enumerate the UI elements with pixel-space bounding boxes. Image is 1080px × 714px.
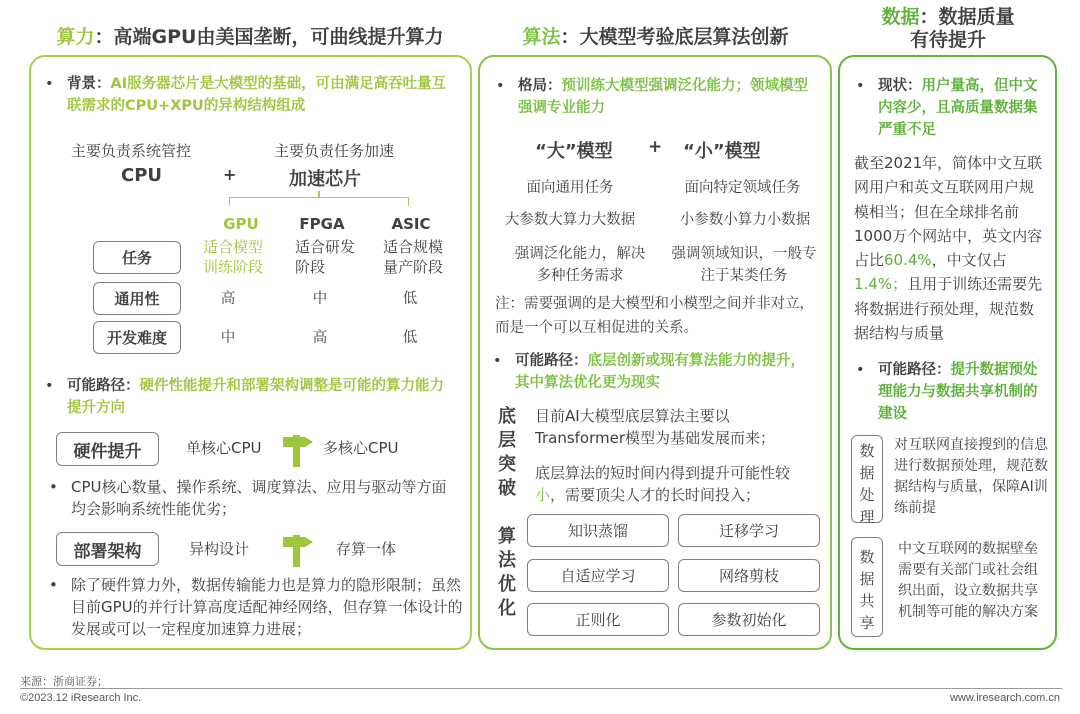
fpga-task: 适合研发阶段	[295, 238, 356, 276]
asic-generality: 低	[402, 291, 418, 307]
deploy-to: 存算一体	[336, 540, 397, 558]
chip-gpu: GPU	[223, 215, 259, 233]
accel-label: 加速芯片	[289, 169, 361, 190]
row-label-task: 任务	[93, 241, 181, 274]
data-status: • 现状：用户量高，但中文内容少，且高质量数据集严重不足	[856, 78, 1038, 138]
hardware-to: 多核心CPU	[323, 439, 399, 457]
data-processing-label: 数据处理	[851, 435, 883, 523]
breakthrough-label: 底层突破	[498, 406, 516, 499]
compute-panel	[29, 55, 472, 650]
algorithm-title: 算法：大模型考验底层算法创新	[522, 26, 789, 48]
data-title: 数据：数据质量 有待提升	[881, 6, 1015, 51]
gpu-difficulty: 中	[220, 330, 236, 346]
deploy-architecture-box: 部署架构	[56, 532, 159, 566]
fpga-generality: 中	[312, 291, 328, 307]
breakthrough-p1: 目前AI大模型底层算法主要以Transformer模型为基础发展而来；	[535, 407, 776, 447]
small-model-label: “小”模型	[683, 141, 761, 162]
data-processing-text: 对互联网直接搜到的信息进行数据预处理，规范数据结构与质量，保障AI训练前提	[894, 437, 1048, 516]
bracket-line	[229, 197, 409, 206]
hardware-from: 单核心CPU	[186, 439, 262, 457]
algorithm-path: • 可能路径：底层创新或现有算法能力的提升，其中算法优化更为现实	[493, 353, 805, 391]
asic-difficulty: 低	[402, 330, 418, 346]
compute-background: • 背景：AI服务器芯片是大模型的基础，可由满足高吞吐量互联需求的CPU+XPU的异构结构组成	[45, 76, 447, 114]
signpost-icon	[279, 429, 315, 467]
website-link[interactable]: www.iresearch.com.cn	[949, 692, 1060, 704]
gpu-task: 适合模型训练阶段	[203, 238, 264, 276]
method-knowledge-distillation: 知识蒸馏	[527, 514, 669, 547]
method-adaptive-learning: 自适应学习	[527, 559, 669, 592]
method-network-pruning: 网络剪枝	[678, 559, 820, 592]
deploy-from: 异构设计	[189, 540, 250, 558]
asic-task: 适合规模量产阶段	[383, 238, 444, 276]
cpu-caption: 主要负责系统管控	[71, 142, 192, 160]
algorithm-note: 注：需要强调的是大模型和小模型之间并非对立，而是一个可以互相促进的关系。	[495, 296, 814, 336]
signpost-icon	[279, 529, 315, 567]
breakthrough-p2: 底层算法的短时间内得到提升可能性较小，需要顶尖人才的长时间投入；	[535, 464, 791, 504]
optimize-label: 算法优化	[498, 526, 516, 619]
big-model-attr-3: 强调泛化能力，解决多种任务需求	[514, 246, 646, 284]
small-model-attr-2: 小参数小算力小数据	[679, 212, 811, 228]
fpga-difficulty: 高	[312, 330, 328, 346]
data-body: 截至2021年，简体中文互联网用户和英文互联网用户规模相当；但在全球排名前1000万个网站中，英文内容占比60.4%，中文仅占1.4%；且用于训练还需要先将数据进行预处理，规范数据结构与质量	[854, 154, 1043, 343]
source-note: 来源：浙商证券；	[20, 676, 108, 688]
big-model-attr-2: 大参数大算力大数据	[504, 212, 636, 228]
method-parameter-init: 参数初始化	[678, 603, 820, 636]
hardware-note: • CPU核心数量、操作系统、调度算法、应用与驱动等方面均会影响系统性能优劣；	[49, 478, 447, 518]
hardware-upgrade-box: 硬件提升	[56, 432, 159, 466]
accel-caption: 主要负责任务加速	[274, 142, 395, 160]
row-label-difficulty: 开发难度	[93, 321, 181, 354]
small-model-attr-3: 强调领域知识，一般专注于某类任务	[671, 246, 817, 284]
small-model-attr-1: 面向特定领域任务	[684, 180, 801, 196]
compute-path: • 可能路径：硬件性能提升和部署架构调整是可能的算力能力提升方向	[45, 378, 444, 416]
compute-title: 算力：高端GPU由美国垄断，可曲线提升算力	[56, 26, 444, 48]
row-label-generality: 通用性	[93, 282, 181, 315]
method-transfer-learning: 迁移学习	[678, 514, 820, 547]
data-path: • 可能路径：提升数据预处理能力与数据共享机制的建设	[856, 362, 1038, 422]
plus-sign: +	[648, 137, 663, 157]
gpu-generality: 高	[220, 291, 236, 307]
data-sharing-text: 中文互联网的数据壁垒需要有关部门或社会组织出面，设立数据共享机制等可能的解决方案	[898, 541, 1038, 620]
big-model-attr-1: 面向通用任务	[526, 180, 614, 196]
big-model-label: “大”模型	[535, 141, 613, 162]
deploy-note: • 除了硬件算力外，数据传输能力也是算力的隐形限制；虽然目前GPU的并行计算高度适配神经网络，但存算一体设计的发展或可以一定程度加速算力进展；	[49, 576, 463, 638]
data-panel	[838, 55, 1057, 650]
algorithm-panel	[478, 55, 832, 650]
chip-asic: ASIC	[391, 215, 431, 233]
cpu-label: CPU	[121, 165, 163, 186]
copyright: ©2023.12 iResearch Inc.	[20, 692, 142, 704]
footer-divider	[20, 688, 1062, 689]
data-sharing-label: 数据共享	[851, 537, 883, 637]
algorithm-pattern: • 格局：预训练大模型强调泛化能力；领域模型强调专业能力	[496, 78, 808, 116]
plus-sign: +	[223, 165, 237, 184]
chip-fpga: FPGA	[299, 215, 345, 233]
bracket-stem	[318, 191, 320, 197]
method-regularization: 正则化	[527, 603, 669, 636]
